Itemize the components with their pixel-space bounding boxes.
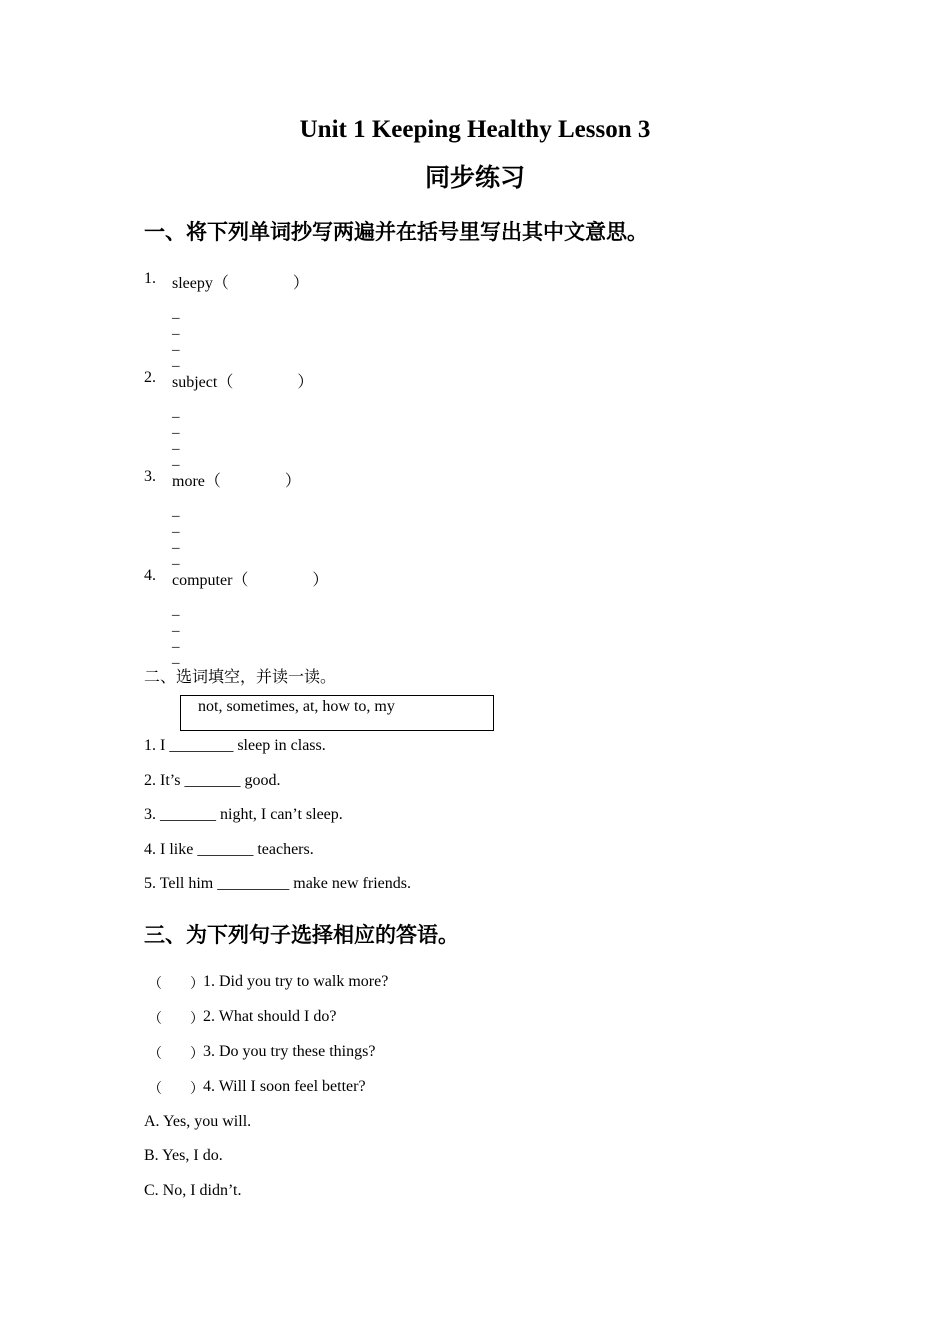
write-line: _ <box>172 602 180 618</box>
write-line: _ <box>172 650 180 666</box>
write-line: _ <box>172 551 180 567</box>
answer-blank: （ ） <box>148 1046 204 1062</box>
write-line: _ <box>172 420 180 436</box>
section1-item-word: sleepy（ ） <box>172 275 309 292</box>
section1-item-word: subject（ ） <box>172 374 314 391</box>
write-line: _ <box>172 452 180 468</box>
section1-item-word: computer（ ） <box>172 572 329 589</box>
section1-item-number: 2. <box>144 369 156 386</box>
section1-item-number: 4. <box>144 567 156 584</box>
word-bank-text: not, sometimes, at, how to, my <box>198 698 395 715</box>
fill-sentence: 4. I like _______ teachers. <box>144 841 314 858</box>
answer-blank: （ ） <box>148 1011 204 1027</box>
write-line: _ <box>172 353 180 369</box>
question-text: 4. Will I soon feel better? <box>203 1078 366 1095</box>
section1-item-number: 1. <box>144 270 156 287</box>
page-title: Unit 1 Keeping Healthy Lesson 3 <box>299 116 651 143</box>
word-bank-box <box>180 695 494 731</box>
answer-blank: （ ） <box>148 976 204 992</box>
fill-sentence: 5. Tell him _________ make new friends. <box>144 875 411 892</box>
question-text: 2. What should I do? <box>203 1008 337 1025</box>
question-text: 3. Do you try these things? <box>203 1043 376 1060</box>
write-line: _ <box>172 436 180 452</box>
section1-heading: 一、将下列单词抄写两遍并在括号里写出其中文意思。 <box>144 220 648 244</box>
fill-sentence: 1. I ________ sleep in class. <box>144 737 326 754</box>
answer-option: A. Yes, you will. <box>144 1113 252 1130</box>
write-line: _ <box>172 503 180 519</box>
write-line: _ <box>172 519 180 535</box>
section2-heading: 二、选词填空，并读一读。 <box>144 667 337 686</box>
write-line: _ <box>172 404 180 420</box>
write-line: _ <box>172 634 180 650</box>
write-line: _ <box>172 535 180 551</box>
section1-item-word: more（ ） <box>172 473 301 490</box>
write-line: _ <box>172 305 180 321</box>
answer-option: B. Yes, I do. <box>144 1147 223 1164</box>
answer-blank: （ ） <box>148 1081 204 1097</box>
write-line: _ <box>172 618 180 634</box>
section3-heading: 三、为下列句子选择相应的答语。 <box>144 923 459 947</box>
section1-item-number: 3. <box>144 468 156 485</box>
fill-sentence: 3. _______ night, I can’t sleep. <box>144 806 343 823</box>
write-line: _ <box>172 321 180 337</box>
write-line: _ <box>172 337 180 353</box>
page-subtitle: 同步练习 <box>424 163 525 192</box>
question-text: 1. Did you try to walk more? <box>203 973 389 990</box>
answer-option: C. No, I didn’t. <box>144 1182 242 1199</box>
fill-sentence: 2. It’s _______ good. <box>144 772 281 789</box>
